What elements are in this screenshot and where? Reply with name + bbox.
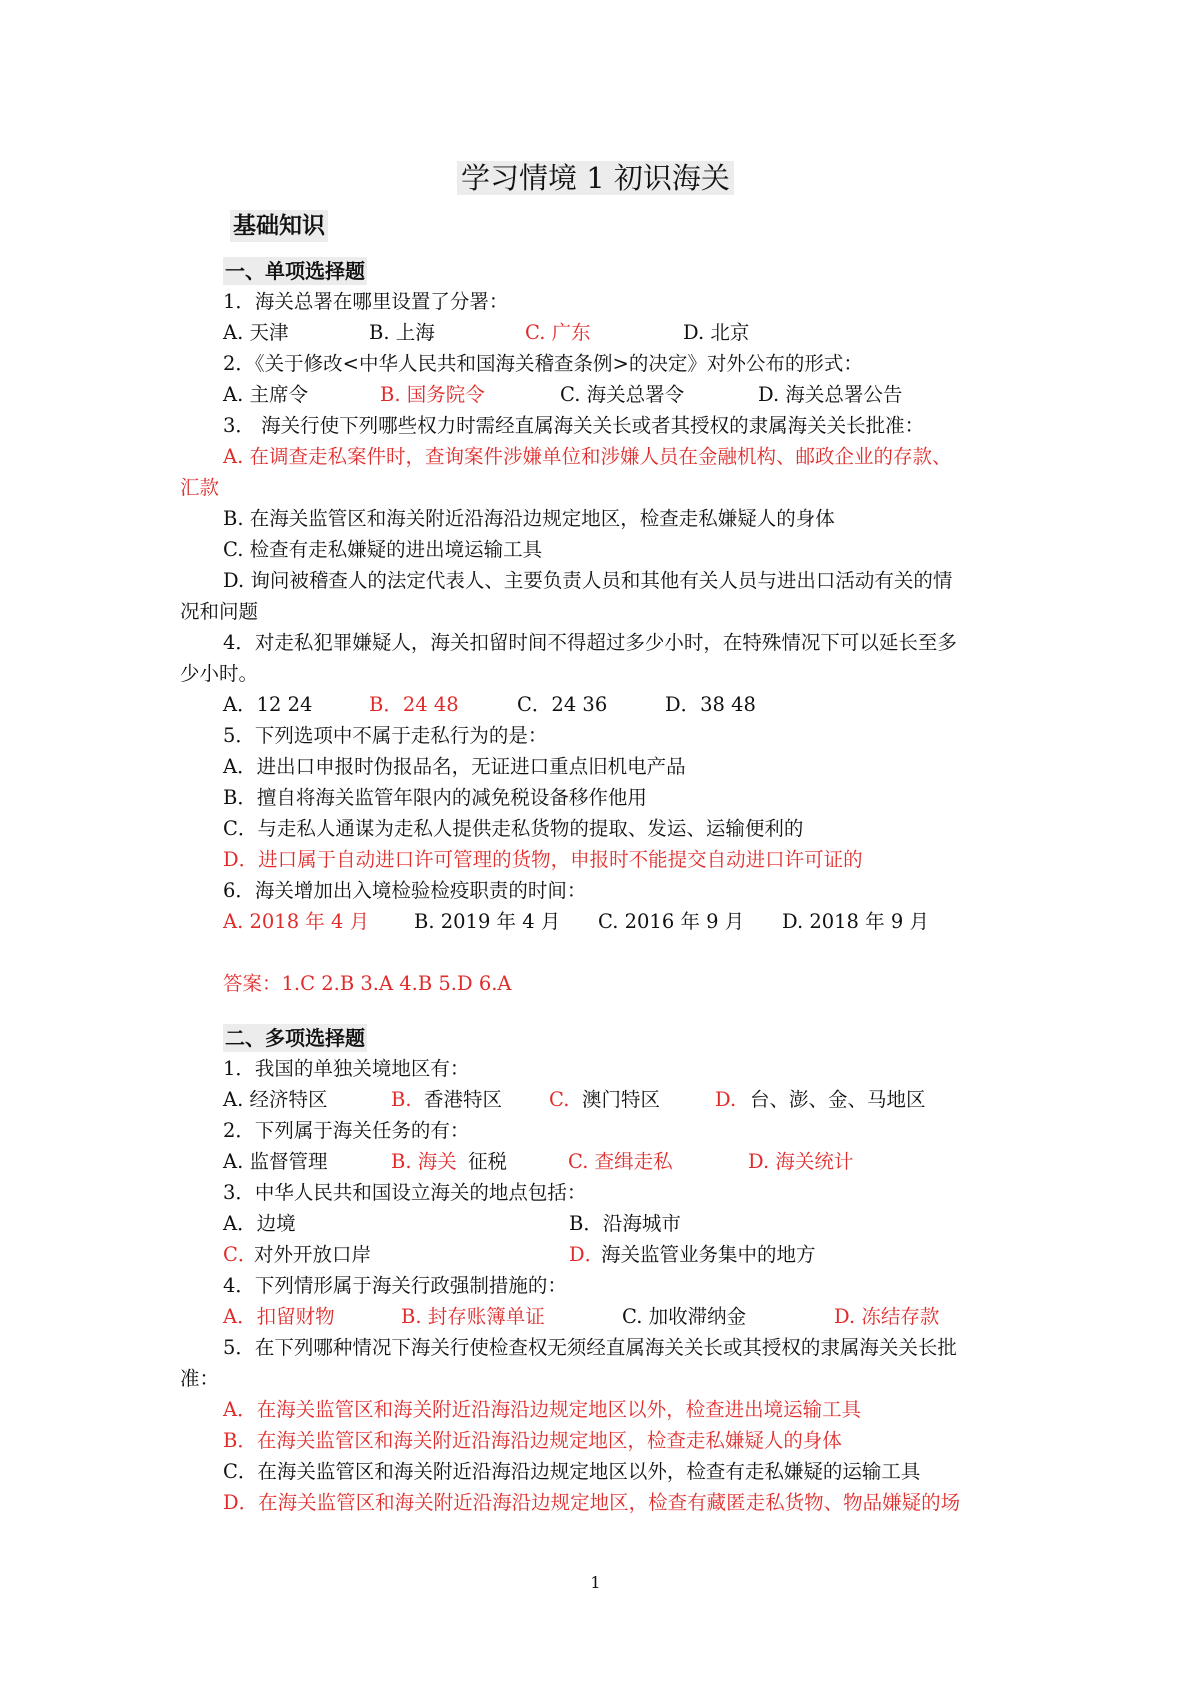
- option-a-correct: A. 在调查走私案件时，查询案件涉嫌单位和涉嫌人员在金融机构、邮政企业的存款、: [223, 445, 952, 468]
- option-a-correct: A．扣留财物: [223, 1305, 335, 1328]
- option-d-letter: D．: [569, 1243, 605, 1266]
- option-d: D. 询问被稽查人的法定代表人、主要负责人员和其他有关人员与进出口活动有关的情: [223, 569, 953, 592]
- option-a-correct: A. 2018 年 4 月: [223, 910, 370, 933]
- stem-text: 3． 海关行使下列哪些权力时需经直属海关关长或者其授权的隶属海关关长批准：: [223, 414, 925, 437]
- option-b-letter: B.: [391, 1088, 412, 1111]
- option-a: A．12 24: [223, 693, 313, 716]
- option-b: B. 上海: [369, 321, 435, 344]
- option-b: B. 在海关监管区和海关附近沿海沿边规定地区，检查走私嫌疑人的身体: [223, 507, 835, 530]
- option-b: B．沿海城市: [569, 1212, 681, 1235]
- option-c: C. 2016 年 9 月: [598, 910, 745, 933]
- stem-text: 1．海关总署在哪里设置了分署：: [223, 290, 509, 313]
- section-heading: 基础知识: [230, 210, 328, 242]
- stem-text: 3．中华人民共和国设立海关的地点包括：: [223, 1181, 587, 1204]
- option-c: C. 加收滞纳金: [622, 1305, 747, 1328]
- option-b-continued: 征税: [468, 1150, 508, 1173]
- stem-text: 2．下列属于海关任务的有：: [223, 1119, 470, 1142]
- stem-text: 4．对走私犯罪嫌疑人，海关扣留时间不得超过多少小时，在特殊情况下可以延长至多: [223, 631, 957, 654]
- stem-text: 5．在下列哪种情况下海关行使检查权无须经直属海关关长或其授权的隶属海关关长批: [223, 1336, 957, 1359]
- option-b-correct: B. 国务院令: [380, 383, 485, 406]
- option-b: 香港特区: [424, 1088, 503, 1111]
- option-c: C．与走私人通谋为走私人提供走私货物的提取、发运、运输便利的: [223, 817, 804, 840]
- option-d: D. 海关总署公告: [758, 383, 903, 406]
- stem-text: 5．下列选项中不属于走私行为的是：: [223, 724, 548, 747]
- option-d-letter: D.: [715, 1088, 737, 1111]
- option-d: 台、澎、金、马地区: [750, 1088, 926, 1111]
- stem-text: 6．海关增加出入境检验检疫职责的时间：: [223, 879, 587, 902]
- option-b: B. 2019 年 4 月: [414, 910, 561, 933]
- option-d-continued: 况和问题: [180, 600, 259, 623]
- option-b-correct: B. 海关: [391, 1150, 457, 1173]
- option-d-correct: D．进口属于自动进口许可管理的货物，申报时不能提交自动进口许可证的: [223, 848, 863, 871]
- option-a: A. 主席令: [223, 383, 308, 406]
- option-a-correct: A．在海关监管区和海关附近沿海沿边规定地区以外，检查进出境运输工具: [223, 1398, 862, 1421]
- page-title: 学习情境 1 初识海关: [0, 158, 1191, 198]
- option-b-correct: B. 封存账簿单证: [401, 1305, 545, 1328]
- option-c-letter: C.: [549, 1088, 570, 1111]
- option-c: C．在海关监管区和海关附近沿海沿边规定地区以外，检查有走私嫌疑的运输工具: [223, 1460, 921, 1483]
- stem-text-continued: 少小时。: [180, 662, 259, 685]
- option-a: A. 天津: [223, 321, 289, 344]
- option-d: 海关监管业务集中的地方: [601, 1243, 816, 1266]
- option-d-correct: D. 海关统计: [748, 1150, 854, 1173]
- option-a: A．边境: [223, 1212, 296, 1235]
- option-a: A. 监督管理: [223, 1150, 328, 1173]
- section-label: 一、单项选择题: [225, 259, 365, 283]
- option-c: 对外开放口岸: [254, 1243, 372, 1266]
- option-c: C. 检查有走私嫌疑的进出境运输工具: [223, 538, 543, 561]
- answer-key: 答案：1.C 2.B 3.A 4.B 5.D 6.A: [223, 972, 512, 995]
- stem-text: 2．《关于修改<中华人民共和国海关稽查条例>的决定》对外公布的形式：: [223, 352, 863, 375]
- section-label: 二、多项选择题: [225, 1026, 365, 1050]
- option-a: A. 经济特区: [223, 1088, 328, 1111]
- page-number: 1: [590, 1573, 601, 1592]
- option-c-correct: C. 查缉走私: [568, 1150, 673, 1173]
- option-d: D. 2018 年 9 月: [782, 910, 929, 933]
- option-c: C．24 36: [517, 693, 608, 716]
- option-d-correct: D. 冻结存款: [834, 1305, 940, 1328]
- stem-text: 4．下列情形属于海关行政强制措施的：: [223, 1274, 567, 1297]
- stem-text-continued: 准：: [180, 1367, 220, 1390]
- option-c-letter: C．: [223, 1243, 258, 1266]
- option-b: B．擅自将海关监管年限内的减免税设备移作他用: [223, 786, 647, 809]
- option-b-correct: B．在海关监管区和海关附近沿海沿边规定地区，检查走私嫌疑人的身体: [223, 1429, 842, 1452]
- option-c: 澳门特区: [582, 1088, 661, 1111]
- option-d-correct: D．在海关监管区和海关附近沿海沿边规定地区，检查有藏匿走私货物、物品嫌疑的场: [223, 1491, 961, 1514]
- option-c-correct: C. 广东: [525, 321, 591, 344]
- option-b-correct: B．24 48: [369, 693, 459, 716]
- option-d: D．38 48: [665, 693, 756, 716]
- option-c: C. 海关总署令: [560, 383, 685, 406]
- option-a-continued: 汇款: [180, 476, 220, 499]
- stem-text: 1．我国的单独关境地区有：: [223, 1057, 470, 1080]
- option-d: D. 北京: [683, 321, 750, 344]
- option-a: A．进出口申报时伪报品名，无证进口重点旧机电产品: [223, 755, 686, 778]
